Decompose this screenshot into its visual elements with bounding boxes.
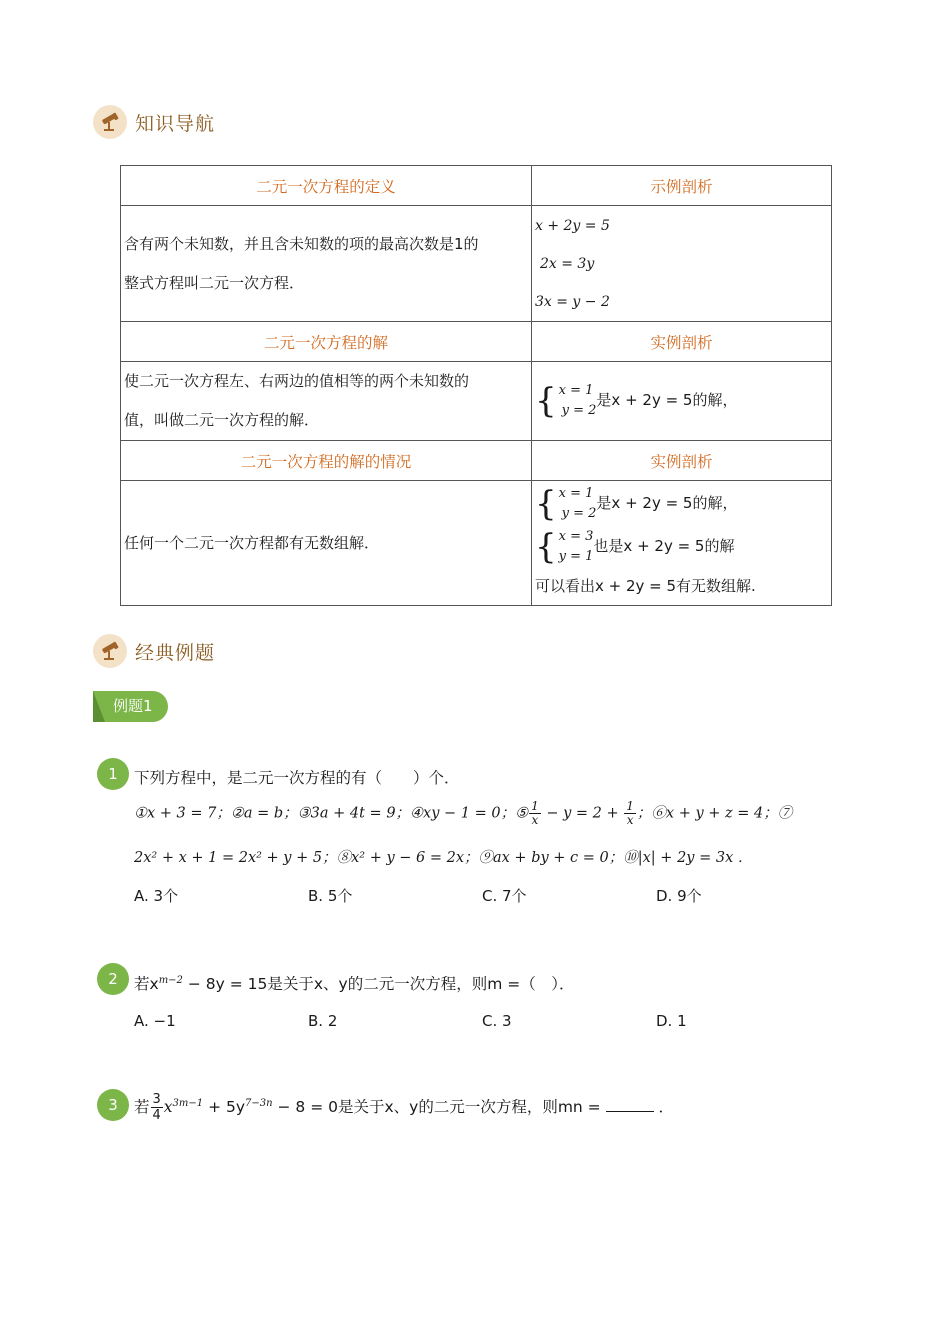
table-header-instance: 实例剖析 <box>532 322 832 362</box>
option-d[interactable]: D. 9个 <box>656 887 702 905</box>
equation-system: { x = 1 y = 2 <box>535 381 597 421</box>
telescope-icon <box>93 105 127 139</box>
table-header-definition: 二元一次方程的定义 <box>121 166 532 206</box>
section-title: 经典例题 <box>135 641 216 664</box>
question-stem: 若 $\frac{3}{4}$ $x^{3m-1} + 5y^{7-3n} - 8 = 0$是关于x、y的二元一次方程，则mn = ． <box>134 1092 675 1123</box>
example-tag: 例题1 <box>93 691 168 722</box>
option-d[interactable]: D. 1 <box>656 1012 687 1030</box>
solution-cases-examples: { x = 1 y = 2 是x + 2y = 5的解， { x = 3 y = 1 也是x + 2y = 5的解 可以看出x + 2y = 5有无数组解. <box>532 481 832 606</box>
question-number: 2 <box>97 963 129 995</box>
definition-text: 含有两个未知数，并且含未知数的项的最高次数是1的 整式方程叫二元一次方程． <box>121 206 532 322</box>
knowledge-table <box>120 165 832 606</box>
option-c[interactable]: C. 7个 <box>482 887 527 905</box>
equation-system: { x = 1 y = 2 <box>535 484 597 524</box>
option-a[interactable]: A. 3个 <box>134 887 179 905</box>
question-items-line1: ①x + 3 = 7；②a = b；③3a + 4t = 9；④xy − 1 = 0；⑤ $\frac{1}{x}$ − y = 2 + $\frac{1}{x}$ ；⑥x + y + z = 4；⑦ <box>134 799 793 827</box>
table-header-solution-cases: 二元一次方程的解的情况 <box>121 441 532 481</box>
question-stem: 下列方程中，是二元一次方程的有（ ）个． <box>134 769 460 787</box>
option-c[interactable]: C. 3 <box>482 1012 512 1030</box>
solution-text: 使二元一次方程左、右两边的值相等的两个未知数的 值，叫做二元一次方程的解． <box>121 362 532 441</box>
table-header-instance-2: 实例剖析 <box>532 441 832 481</box>
definition-examples: x + 2y = 5 2x = 3y 3x = y − 2 <box>532 206 832 322</box>
table-header-solution: 二元一次方程的解 <box>121 322 532 362</box>
equation-system: { x = 3 y = 1 <box>535 527 594 567</box>
option-a[interactable]: A. −1 <box>134 1012 176 1030</box>
solution-example: { x = 1 y = 2 是x + 2y = 5的解， <box>532 362 832 441</box>
section-header-examples <box>93 634 215 668</box>
solution-cases-text: 任何一个二元一次方程都有无数组解． <box>121 481 532 606</box>
conclusion-text: 可以看出x + 2y = 5有无数组解. <box>535 577 756 595</box>
question-number: 1 <box>97 758 129 790</box>
section-header-knowledge <box>93 105 215 139</box>
question-items-line2: 2x² + x + 1 = 2x² + y + 5；⑧x² + y − 6 = 2x；⑨ax + by + c = 0；⑩|x| + 2y = 3x ． <box>134 850 753 866</box>
question-stem: 若$x^{m-2} - 8y = 15$是关于x、y的二元一次方程，则m =（ ）． <box>134 974 575 993</box>
option-b[interactable]: B. 2 <box>308 1012 338 1030</box>
section-title: 知识导航 <box>135 112 216 135</box>
answer-blank[interactable] <box>606 1097 654 1112</box>
table-header-example: 示例剖析 <box>532 166 832 206</box>
telescope-icon <box>93 634 127 668</box>
option-b[interactable]: B. 5个 <box>308 887 353 905</box>
question-number: 3 <box>97 1089 129 1121</box>
